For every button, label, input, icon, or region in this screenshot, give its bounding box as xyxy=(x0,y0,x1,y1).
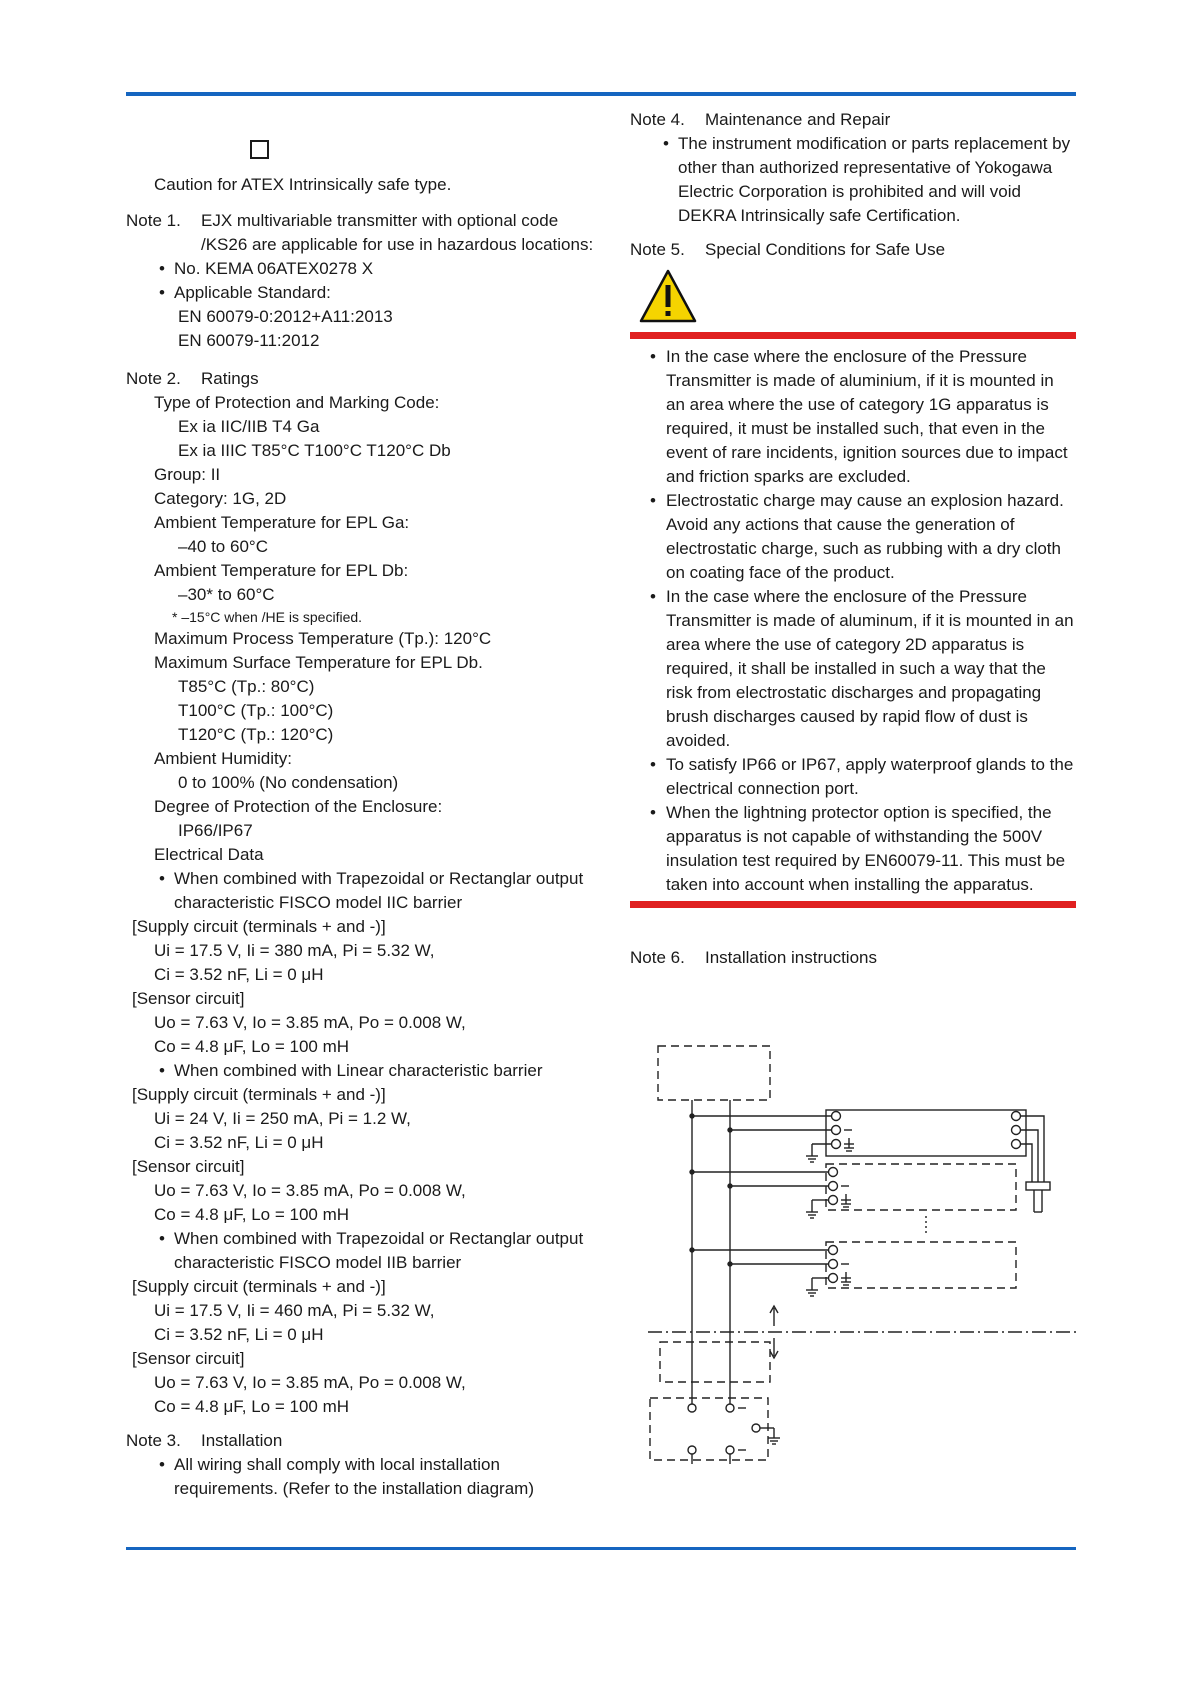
standard-line: EN 60079-11:2012 xyxy=(178,331,320,350)
note-3 xyxy=(126,1429,596,1453)
amb-ga-label: Ambient Temperature for EPL Ga: xyxy=(154,513,410,532)
warning-list xyxy=(630,339,1076,901)
category: Category: 1G, 2D xyxy=(154,489,287,508)
note-2-title: Ratings xyxy=(201,369,259,388)
note-6-number: Note 6. xyxy=(630,948,685,967)
sensor-value: Uo = 7.63 V, Io = 3.85 mA, Po = 0.008 W, xyxy=(154,1373,466,1392)
ground-icon xyxy=(806,1144,831,1162)
terminal-icon xyxy=(832,1112,1021,1149)
sensor-value: Co = 4.8 μF, Lo = 100 mH xyxy=(154,1397,350,1416)
supply-value: Ui = 17.5 V, Ii = 460 mA, Pi = 5.32 W, xyxy=(154,1301,435,1320)
note-1-number: Note 1. xyxy=(126,211,181,230)
max-surface-temp: Maximum Surface Temperature for EPL Db. xyxy=(154,653,483,672)
note-4 xyxy=(630,108,1076,132)
electrical-data-heading: Electrical Data xyxy=(154,845,264,864)
sensor-cable xyxy=(1021,1116,1044,1182)
supply-value: Ci = 3.52 nF, Li = 0 μH xyxy=(154,1325,324,1344)
caption: Caution for ATEX Intrinsically safe type. xyxy=(154,175,452,194)
surface-temp: T120°C (Tp.: 120°C) xyxy=(178,725,334,744)
terminal-icon xyxy=(829,1168,838,1205)
left-column xyxy=(126,104,596,1501)
sensor-value: Uo = 7.63 V, Io = 3.85 mA, Po = 0.008 W, xyxy=(154,1181,466,1200)
supply-value: Ui = 24 V, Ii = 250 mA, Pi = 1.2 W, xyxy=(154,1109,411,1128)
checkbox-icon xyxy=(250,140,269,159)
warning-bar-top xyxy=(630,332,1076,339)
sensor-circuit-label: [Sensor circuit] xyxy=(132,1157,245,1176)
supply-value: Ci = 3.52 nF, Li = 0 μH xyxy=(154,1133,324,1152)
amb-db-footnote: * –15°C when /HE is specified. xyxy=(172,609,363,625)
bottom-rule xyxy=(126,1547,1076,1550)
sensor-value: Co = 4.8 μF, Lo = 100 mH xyxy=(154,1037,350,1056)
supply-circuit-label: [Supply circuit (terminals + and -)] xyxy=(132,1085,386,1104)
note-6 xyxy=(630,946,1076,970)
list-item: • In the case where the enclosure of the Pressure Transmitter is made of aluminum, if it is mounted in an area where the use of category 2D apparatus is required, it shall be installed in such a way that the risk from electrostatic discharges and propagating brush discharges caused by rapid flow of dust is avoided. xyxy=(650,587,1074,750)
device-box xyxy=(826,1164,1016,1210)
list-item: • When combined with Trapezoidal or Rectanglar output characteristic FISCO model IIB barrier xyxy=(159,1229,584,1272)
humidity-label: Ambient Humidity: xyxy=(154,749,292,768)
list-item: • When the lightning protector option is specified, the apparatus is not capable of withstanding the 500V insulation test required by EN60079-11. This must be taken into account when installing the apparatus. xyxy=(650,803,1066,894)
sensor-circuit-label: [Sensor circuit] xyxy=(132,989,245,1008)
list-item: • When combined with Linear characteristic barrier xyxy=(159,1061,543,1080)
max-process-temp: Maximum Process Temperature (Tp.): 120°C xyxy=(154,629,492,648)
terminal-icon xyxy=(688,1404,760,1454)
note-1-title: EJX multivariable transmitter with optional code /KS26 are applicable for use in hazardous locations: xyxy=(201,211,594,254)
ground-icon xyxy=(844,1138,854,1151)
arrow-down-icon xyxy=(770,1338,778,1358)
note-5-number: Note 5. xyxy=(630,240,685,259)
degree-value: IP66/IP67 xyxy=(178,821,253,840)
top-rule xyxy=(126,92,1076,96)
note-5-title: Special Conditions for Safe Use xyxy=(705,240,946,259)
warning-bar-bottom xyxy=(630,901,1076,908)
supply-value: Ui = 17.5 V, Ii = 380 mA, Pi = 5.32 W, xyxy=(154,941,435,960)
marking-line: Ex ia IIC/IIB T4 Ga xyxy=(178,417,320,436)
note-4-number: Note 4. xyxy=(630,110,685,129)
warning-icon xyxy=(638,268,698,324)
note-1 xyxy=(126,209,596,257)
amb-ga-value: –40 to 60°C xyxy=(178,537,268,556)
list-item: • Applicable Standard: xyxy=(159,283,331,302)
ground-icon xyxy=(841,1194,851,1207)
list-item: • No. KEMA 06ATEX0278 X xyxy=(159,259,374,278)
note-3-title: Installation xyxy=(201,1431,283,1450)
warning-icon-wrap xyxy=(630,262,1076,332)
supply-value: Ci = 3.52 nF, Li = 0 μH xyxy=(154,965,324,984)
supply-circuit-label: [Supply circuit (terminals + and -)] xyxy=(132,1277,386,1296)
list-item: • In the case where the enclosure of the Pressure Transmitter is made of aluminium, if it is mounted in an area where the use of category 1G apparatus is required, it must be installed such, that even in the event of rare incidents, ignition sources due to impact and friction sparks are excluded. xyxy=(650,347,1068,486)
ground-icon xyxy=(806,1278,828,1296)
note-6-title: Installation instructions xyxy=(705,948,877,967)
standard-line: EN 60079-0:2012+A11:2013 xyxy=(178,307,393,326)
terminal-icon xyxy=(829,1246,838,1283)
supply-circuit-label: [Supply circuit (terminals + and -)] xyxy=(132,917,386,936)
arrow-up-icon xyxy=(770,1306,778,1326)
list-item: • The instrument modification or parts replacement by other than authorized representative of Yokogawa Electric Corporation is prohibited and will void DEKRA Intrinsically safe Certification. xyxy=(663,134,1071,225)
note-3-number: Note 3. xyxy=(126,1431,181,1450)
sensor-value: Co = 4.8 μF, Lo = 100 mH xyxy=(154,1205,350,1224)
list-item: • To satisfy IP66 or IP67, apply waterproof glands to the electrical connection port. xyxy=(650,755,1074,798)
barrier-box xyxy=(650,1398,768,1460)
ground-icon xyxy=(760,1428,780,1444)
note-2-number: Note 2. xyxy=(126,369,181,388)
sensor-circuit-label: [Sensor circuit] xyxy=(132,1349,245,1368)
list-item: • Electrostatic charge may cause an explosion hazard. Avoid any actions that cause the generation of electrostatic charge, such as rubbing with a dry cloth on coating face of the product. xyxy=(650,491,1064,582)
amb-db-value: –30* to 60°C xyxy=(178,585,275,604)
ground-icon xyxy=(806,1200,828,1218)
device-box xyxy=(826,1242,1016,1288)
device-box xyxy=(826,1110,1026,1156)
note-4-title: Maintenance and Repair xyxy=(705,110,891,129)
degree-label: Degree of Protection of the Enclosure: xyxy=(154,797,443,816)
sensor-gland xyxy=(1026,1182,1050,1190)
amb-db-label: Ambient Temperature for EPL Db: xyxy=(154,561,409,580)
dashed-box xyxy=(658,1046,770,1100)
sensor-value: Uo = 7.63 V, Io = 3.85 mA, Po = 0.008 W, xyxy=(154,1013,466,1032)
dashed-box xyxy=(660,1342,770,1382)
list-item: • When combined with Trapezoidal or Rectanglar output characteristic FISCO model IIC barrier xyxy=(159,869,584,912)
surface-temp: T85°C (Tp.: 80°C) xyxy=(178,677,315,696)
note-5 xyxy=(630,238,1076,262)
right-column xyxy=(630,108,1076,970)
marking-line: Ex ia IIIC T85°C T100°C T120°C Db xyxy=(178,441,451,460)
type-label: Type of Protection and Marking Code: xyxy=(154,393,440,412)
installation-diagram xyxy=(648,1040,1080,1490)
ground-icon xyxy=(841,1272,851,1285)
humidity-value: 0 to 100% (No condensation) xyxy=(178,773,399,792)
surface-temp: T100°C (Tp.: 100°C) xyxy=(178,701,334,720)
list-item: • All wiring shall comply with local installation requirements. (Refer to the installation diagram) xyxy=(159,1455,534,1498)
group: Group: II xyxy=(154,465,221,484)
note-2 xyxy=(126,367,596,391)
